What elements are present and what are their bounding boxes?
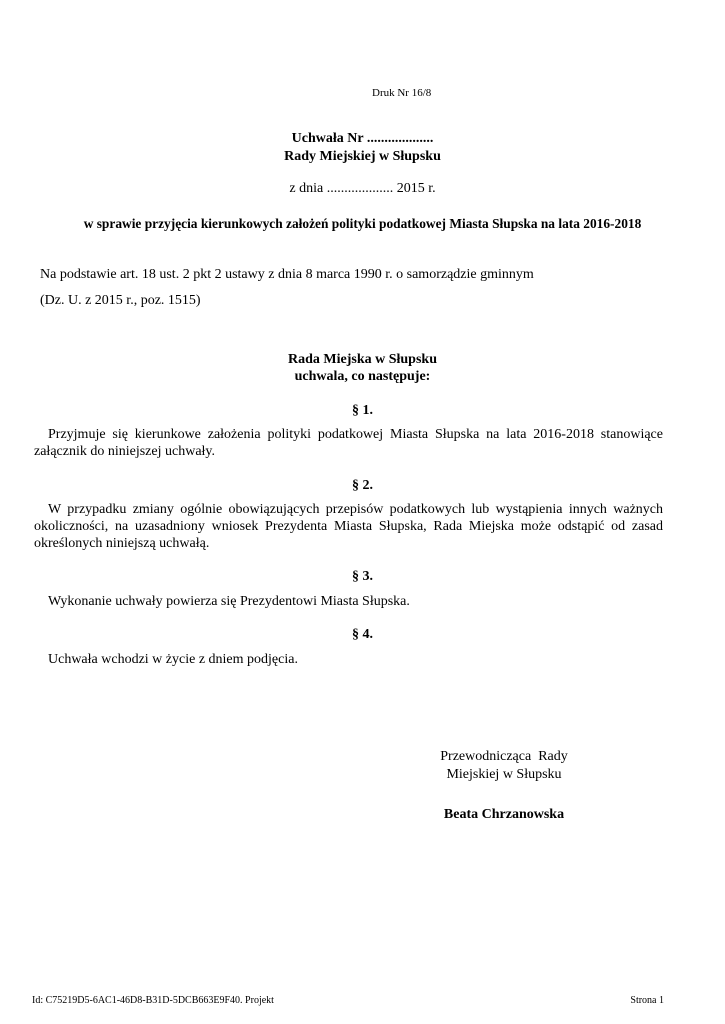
council-decision <box>0 351 725 385</box>
council-decision-line: Rada Miejska w Słupsku <box>288 352 437 367</box>
document-id: Id: C75219D5-6AC1-46D8-B31D-5DCB663E9F40. Projekt <box>32 995 274 1006</box>
section-text: W przypadku zmiany ogólnie obowiązujących przepisów podatkowych lub wystąpienia innych ważnych okoliczności, na uzasadniony wniosek Prezydenta Miasta Słupska, Rada Miejska może odstąpić od zasad określonych niniejszą uchwałą. <box>34 502 663 551</box>
section-heading: § 1. <box>352 403 373 418</box>
page-number: Strona 1 <box>630 995 664 1006</box>
section-heading: § 2. <box>352 478 373 493</box>
resolution-title <box>0 130 725 166</box>
section-heading: § 4. <box>352 627 373 642</box>
legal-basis-line: Na podstawie art. 18 ust. 2 pkt 2 ustawy z dnia 8 marca 1990 r. o samorządzie gminnym <box>40 267 534 282</box>
resolution-number: Uchwała Nr ................... <box>291 131 434 146</box>
section-text: Przyjmuje się kierunkowe założenia polityki podatkowej Miasta Słupska na lata 2016-2018 stanowiące załącznik do niniejszej uchwały. <box>34 427 663 459</box>
council-decision-line: uchwala, co następuje: <box>294 369 431 384</box>
signature-name: Beata Chrzanowska <box>443 807 565 822</box>
council-name: Rady Miejskiej w Słupsku <box>284 149 441 164</box>
druk-number: Druk Nr 16/8 <box>372 87 432 99</box>
section-text: Uchwała wchodzi w życie z dniem podjęcia. <box>48 652 298 667</box>
signature-role: Przewodnicząca Rady <box>440 749 568 764</box>
section-text: Wykonanie uchwały powierza się Prezydentowi Miasta Słupska. <box>48 594 410 609</box>
resolution-date: z dnia ................... 2015 r. <box>289 181 436 196</box>
signature-block <box>404 748 604 824</box>
signature-role: Miejskiej w Słupsku <box>446 767 562 782</box>
section-heading: § 3. <box>352 569 373 584</box>
legal-basis-line: (Dz. U. z 2015 r., poz. 1515) <box>40 293 201 308</box>
resolution-subject: w sprawie przyjęcia kierunkowych założeń polityki podatkowej Miasta Słupska na lata 2016-2018 <box>83 216 642 231</box>
legal-basis <box>40 262 680 314</box>
